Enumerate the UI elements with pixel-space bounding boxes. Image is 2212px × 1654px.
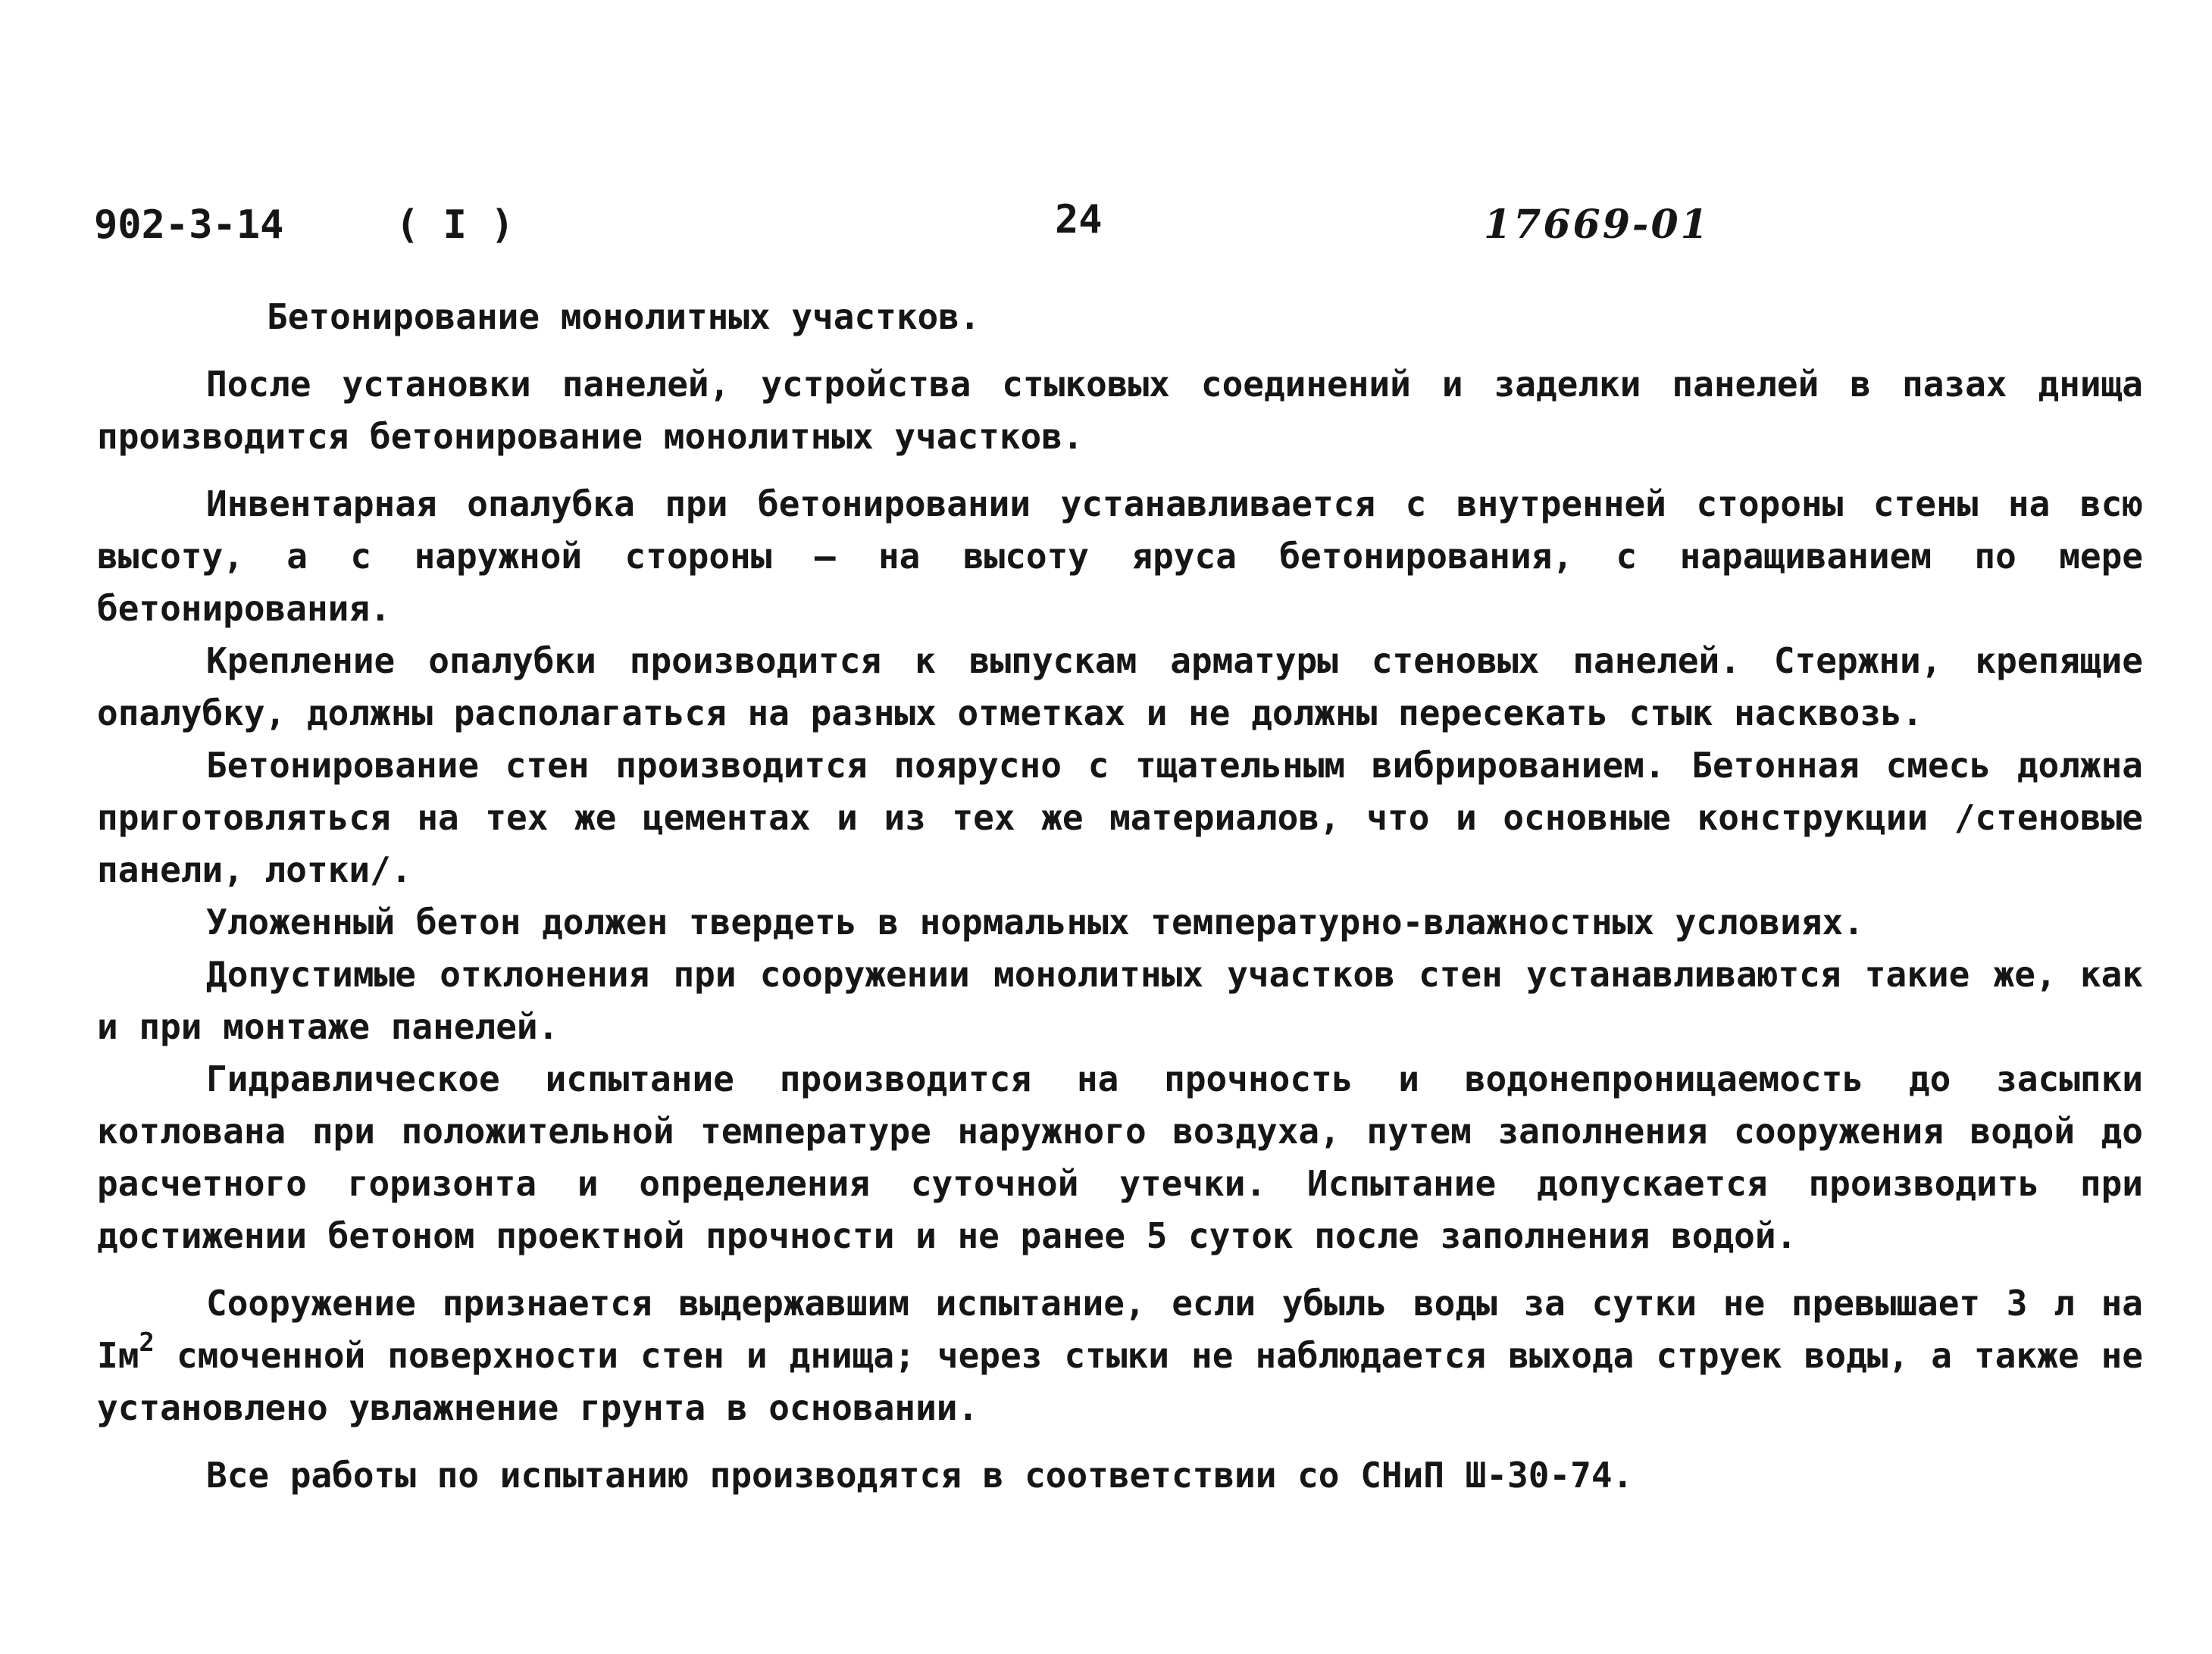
paragraph-hydraulic-test: Гидравлическое испытание производится на прочность и водонепроницаемость до засыпки котлована при положительной температуре наружного воздуха, путем заполнения сооружения водой до расчетного горизонта и определения суточной утечки. Испытание допускается производить при достижении бетоном проектной прочности и не ранее 5 суток после заполнения водой.	[97, 1058, 2143, 1256]
paragraph-acceptance	[97, 1277, 2143, 1434]
paragraph-curing: Уложенный бетон должен твердеть в нормальных температурно-влажностных условиях.	[206, 902, 1864, 943]
square-superscript: 2	[139, 1327, 155, 1358]
section-title: Бетонирование монолитных участков.	[267, 296, 981, 337]
document-body	[97, 291, 2143, 1502]
acceptance-text-start: Сооружение признается выдержавшим испытание, если убыль воды за сутки не превышает 3 л на Iм	[97, 1283, 2143, 1376]
sheet-marker: ( I )	[396, 202, 515, 248]
paragraph-standards-note: Все работы по испытанию производятся в соответствии со СНиП Ш-30-74.	[206, 1455, 1634, 1496]
handwritten-document-number: 17669-01	[1484, 202, 1710, 248]
page-number: 24	[1055, 197, 1103, 242]
paragraph-installation: После установки панелей, устройства стыковых соединений и заделки панелей в пазах днища производится бетонирование монолитных участков.	[97, 364, 2143, 457]
paragraph-formwork-fastening: Крепление опалубки производится к выпускам арматуры стеновых панелей. Стержни, крепящие опалубку, должны располагаться на разных отметках и не должны пересекать стык насквозь.	[97, 640, 2143, 733]
paragraph-tolerances: Допустимые отклонения при сооружении монолитных участков стен устанавливаются такие же, как и при монтаже панелей.	[97, 954, 2143, 1047]
document-code: 902-3-14	[94, 202, 284, 248]
acceptance-text-end: смоченной поверхности стен и днища; через стыки не наблюдается выхода струек воды, а также не установлено увлажнение грунта в основании.	[97, 1335, 2143, 1428]
paragraph-wall-concreting: Бетонирование стен производится поярусно с тщательным вибрированием. Бетонная смесь должна приготовляться на тех же цементах и из тех же материалов, что и основные конструкции /стеновые панели, лотки/.	[97, 745, 2143, 890]
paragraph-formwork: Инвентарная опалубка при бетонировании устанавливается с внутренней стороны стены на всю высоту, а с наружной стороны – на высоту яруса бетонирования, с наращиванием по мере бетонирования.	[97, 483, 2143, 629]
